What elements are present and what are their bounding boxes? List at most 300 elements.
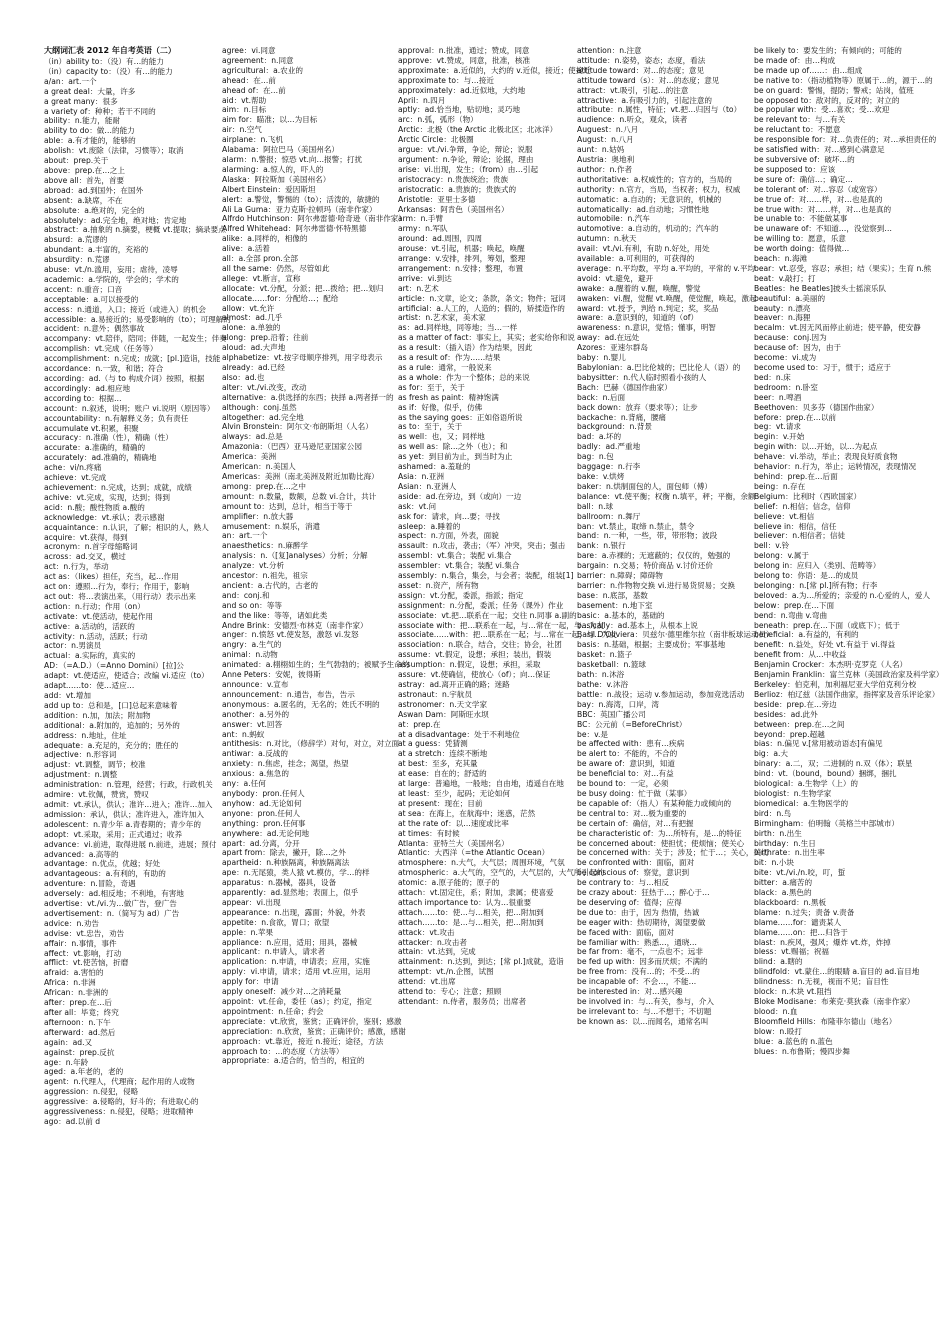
vocab-entry: ban：vt.禁止，取缔 n.禁止，禁令 [577,521,695,531]
vocab-entry: Ali La Guma：亚力克斯·拉顿玛（南非作家） [222,204,377,214]
vocab-entry: be confronted with：面临，面对 [577,858,695,868]
vocab-entry: ask for：请求，向…要；寻找 [398,511,500,521]
vocab-entry: Berlioz：柏辽兹（法国作曲家，指挥家及音乐评论家） [754,689,940,699]
vocab-entry: appetite：n.食欲，胃口；欲望 [222,917,330,927]
vocab-entry: ant：n.蚂蚁 [222,729,265,739]
vocab-entry: be interested in：对…感兴趣 [577,987,683,997]
vocab-entry: acceptable：a.可以接受的 [44,294,139,304]
vocab-entry: assault：n.攻击，袭击；（军）冲突，突击；强击 [398,541,566,551]
vocab-entry: bake：v.烘烤 [577,471,625,481]
vocab-entry: as yet：到目前为止，到当时为止 [398,452,513,462]
vocab-entry: be irrelevant to：与…不想干；不切题 [577,1006,712,1016]
vocab-entry: accurately：ad.准确的，精确地 [44,453,157,463]
vocab-entry: afflict：vt.使苦恼，折磨 [44,958,129,968]
vocab-entry: basis：n.基础，根据；主要成份；军事基地 [577,640,726,650]
vocab-entry: assembler：vt.集合；装配 vi.集合 [398,561,520,571]
vocab-entry: Albert Einstein：爱因斯坦 [222,184,316,194]
vocab-entry: actor：n.男演员 [44,641,102,651]
vocab-entry: be central to：对…极为重要的 [577,808,687,818]
vocab-entry: at a stretch：连续不断地 [398,749,488,759]
vocab-entry: （in）capacity to：（没）有…的能力 [44,66,173,76]
vocab-entry: attend：vt.出席 [398,977,456,987]
vocab-entry: be affected with：患有…疾病 [577,739,685,749]
vocab-entry: be contrary to：与…相反 [577,878,669,888]
vocab-entry: as for：至于，关于 [398,382,466,392]
vocab-entry: back down：放弃（要求等）；让步 [577,402,698,412]
vocab-entry: aloud：ad.大声地 [222,343,286,353]
vocab-entry: blood：n.血 [754,1006,798,1016]
vocab-entry: bargain：n.交易；特价商品 v.讨价还价 [577,561,713,571]
vocab-entry: able：a.有才能的，能够的 [44,136,136,146]
vocab-entry: attack：vt.攻击 [398,927,455,937]
vocab-entry: Babylonian：a.巴比伦城的；巴比伦人（语）的 [577,363,741,372]
vocab-entry: at least：至少，起码；无论如何 [398,788,510,798]
vocab-entry: aristocracy：n.贵族统治；贵族 [398,174,509,184]
vocab-entry: alarm：n.警报；惊恐 vt.向…报警；打扰 [222,154,363,164]
vocab-entry: allocate：vt.分配，分派；把…拨给；把…划归 [222,283,384,293]
vocab-entry: attitude toward：对…的态度；意见 [577,65,705,75]
vocab-entry: approximately：ad.近似地，大约地 [398,85,526,95]
vocab-entry: around：ad.周围，四周 [398,234,483,244]
vocab-entry: battle：n.战役；运动 v.参加运动，参加竞选活动 [577,689,745,699]
vocab-entry: attribute：n.属性，特征；vt.把…归因与（to） [577,105,742,115]
vocab-entry: arouse：vt.引起，机器；唤起，唤醒 [398,244,525,254]
vocab-entry: advance：vi.前进，取得进展 n.前进，进展；预付 [44,839,217,849]
vocab-entry: AD：（=A.D.）（=Anno Domini）[拉]公 [44,661,184,671]
vocab-entry: abstract：a.抽象的 n.摘要，梗概 vt.提取；摘录要点 [44,225,226,235]
vocab-entry: amount：n.数量，数额，总数 vi.合计，共计 [222,491,377,501]
vocab-entry: astronomer：n.天文学家 [398,699,488,709]
vocab-entry: aggression：n.侵犯，侵略 [44,1087,139,1097]
vocab-entry: airplane：n.飞机 [222,135,283,145]
vocab-entry: anxiety：n.焦虑，挂念；渴望，热望 [222,759,349,769]
vocab-entry: as well as：除…之外（也）；和 [398,442,508,452]
vocab-entry: agent：n.代理人，代理商；起作用的人或物 [44,1077,195,1087]
vocab-entry: at the rate of：以…速度或比率 [398,818,509,828]
vocab-entry: again：ad.又 [44,1037,93,1047]
vocab-entry: baggage：n.行李 [577,462,641,472]
vocab-entry: amount to：达到，总计，相当于等于 [222,501,353,511]
vocab-entry: already：ad.已经 [222,363,286,372]
vocab-entry: and：conj.和 [222,590,270,600]
vocab-entry: awareness：n.意识，觉悟；懂事，明智 [577,323,716,333]
vocab-entry: astray：ad.离开正确的路；迷路 [398,680,510,689]
vocab-entry: blues：n.布鲁斯；慢四步舞 [754,1046,850,1056]
vocab-entry: Birmingham：伯明翰（英格兰中部城市） [754,818,900,828]
vocab-column-2 [222,46,410,1336]
vocab-entry: be popular with：受…喜欢；受…欢迎 [754,105,890,115]
vocab-entry: adjust：vt.调整，调节；校准 [44,760,146,770]
vocab-entry: as to：至于，关于 [398,422,463,432]
vocab-entry: as：ad.同样地，同等地；当…一样 [398,323,518,333]
vocab-entry: ability：n.能力，能耐 [44,116,121,126]
vocab-entry: aim：n.目标 [222,105,267,115]
vocab-entry: bare：a.赤裸的；无遮蔽的；仅仅的，勉强的 [577,551,731,561]
vocab-entry: ability to do：做…的能力 [44,126,135,136]
vocab-entry: behave：vi.举动，举止；表现良好质食物 [754,452,898,462]
vocab-entry: benefit from：从…中收益 [754,650,847,660]
vocab-entry: because：conj.因为 [754,333,827,343]
vocab-entry: any：a.任何 [222,779,266,789]
vocab-entry: absolutely：ad.完全地，绝对地；肯定地 [44,215,187,225]
vocab-entry: approximate to：与…接近 [398,75,494,85]
vocab-entry: Americas：美洲（南北美洲及附近加勒比海） [222,471,379,481]
vocab-entry: be native to：（指动植物等）原属于…的，源于…的 [754,75,933,85]
vocab-entry: as a result：（插入语）作为结果，因此 [398,343,533,353]
vocab-entry: Alvin Bronstein：阿尔文·布朗斯坦（人名） [222,422,373,432]
vocab-entry: backache：n.背痛，腰痛 [577,412,667,422]
vocab-entry: birthday：n.生日 [754,838,816,848]
vocab-entry: attach……to：是…与…相关，把…附加到 [398,917,544,927]
vocab-entry: babysitter：n.代人临时照看小孩的人 [577,372,707,382]
vocab-entry: beg：vt.请求 [754,422,801,432]
vocab-entry: attract：vt.吸引，引起…的注意 [577,85,689,95]
vocab-entry: be free from：没有…的；不受…的 [577,967,700,977]
vocab-entry: be reluctant to：不愿意 [754,125,841,135]
vocab-entry: assignment：n.分配，委派；任务（课外）作业 [398,600,564,610]
vocab-entry: argue：vt./vi.争辩，争论，辩论；说服 [398,145,533,155]
vocab-entry: be tolerant of：对…容忍（或宽容） [754,184,882,194]
vocab-entry: accountability：n.有解释义务；负有责任 [44,413,189,423]
vocab-entry: allow：vt.允许 [222,303,275,313]
vocab-entry: astronaut：n.宇航员 [398,689,473,699]
vocab-entry: beautiful：a.美丽的 [754,293,826,303]
vocab-entry: ago：ad.以前 d [44,1116,101,1126]
vocab-entry: as a matter of fact：事实上，其实；老实给你和说 [398,333,575,343]
vocab-entry: biologist：n.生物学家 [754,788,832,798]
vocab-entry: advertisement：n.（简写为 ad）广告 [44,908,180,918]
vocab-entry: base：n.底部，基数 [577,590,648,600]
vocab-entry: antiwar：a.反战的 [222,749,288,759]
vocab-entry: be characteristic of：为…所特有，是…的特征 [577,828,742,838]
vocab-entry: after：prep.在…后 [44,998,113,1008]
vocab-entry: administration：n.管理，经营；行政，行政机关 [44,780,213,790]
vocab-column-5 [754,46,944,1336]
vocab-entry: be aware of：意识到，知道 [577,759,675,769]
vocab-entry: about：prep.关于 [44,156,109,166]
vocab-entry: abroad：ad.到国外；在国外 [44,185,144,195]
vocab-entry: badly：ad.严重地 [577,442,641,452]
vocab-entry: atmosphere：n.大气，大气层；周围环境，气氛 [398,858,565,868]
vocab-entry: adapt……to：使…适应… [44,681,135,691]
vocab-entry: be supposed to：应该 [754,164,836,174]
vocab-entry: as well：也，又；同样地 [398,432,485,442]
vocab-entry: after all：毕竟；终究 [44,1008,119,1017]
vocab-entry: acquire：vt.获得，得到 [44,532,128,542]
vocab-entry: as a rule：通常，一般说来 [398,363,492,372]
vocab-entry: approach：vt.靠近，接近 n.接近；途径，方法 [222,1036,384,1046]
vocab-entry: be crazy about：狂热于…；醉心于… [577,888,710,898]
vocab-entry: bend：n.弯曲 v.弯曲 [754,610,828,620]
vocab-entry: appointment：n.任命；约会 [222,1006,324,1016]
vocab-entry: adjustment：n.调整 [44,770,118,780]
vocab-entry: benefit：n.益处，好处 vt.有益于 vi.得益 [754,640,896,650]
vocab-entry: antithesis：n.对比，（修辞学）对句，对立，对立面 [222,739,400,749]
vocab-entry: add：vt.增加 [44,691,91,700]
vocab-entry: aware：a.意识到的，知道的（of） [577,313,699,323]
vocab-entry: also：ad.也 [222,372,265,382]
vocab-entry: afraid：a.害怕的 [44,968,104,978]
vocab-entry: against：prep.反抗 [44,1047,115,1057]
vocab-entry: above all：首先，首要 [44,175,125,185]
vocab-entry: bias：n.偏见 v.[常用被动语态]有偏见 [754,739,883,749]
vocab-entry: awaken：vi.醒，觉醒 vt.唤醒，使觉醒，唤起，激起 [577,293,757,303]
vocab-entry: be：v.是 [577,729,608,739]
vocab-entry: be unaware of：不知道…，没觉察到… [754,224,892,234]
vocab-entry: assembl：vt.集合；装配 vi.集合 [398,551,512,561]
vocab-entry: America：美洲 [222,452,277,462]
vocab-entry: biomedical：a.生物医学的 [754,798,849,808]
vocab-entry: all：a.全部 pron.全部 [222,254,298,264]
vocab-entry: associate：vt.把…联系在一起；交往 n.同事 a.副的 [398,610,577,620]
vocab-entry: because of：因为，由于 [754,343,842,353]
vocab-entry: anxious：a.焦急的 [222,769,289,779]
vocab-entry: Aristotle：亚里士多德 [398,194,476,204]
vocab-entry: absurdity：n.荒谬 [44,255,110,265]
vocab-entry: accuracy：n.准确（性），精确（性） [44,433,173,443]
vocab-entry: always：ad.总是 [222,432,283,442]
vocab-entry: basketball：n.篮球 [577,660,646,670]
vocab-entry: Belgium：比利时（西欧国家） [754,491,862,501]
vocab-entry: angry：a.生气的 [222,640,282,650]
vocab-entry: bird：n.鸟 [754,808,792,818]
vocab-entry: between：prep.在…之间 [754,719,845,729]
vocab-entry: activate：vt.使活动，使起作用 [44,611,153,621]
vocab-entry: aim for：瞄准；以…为目标 [222,115,318,125]
vocab-entry: aunt：n.姑妈 [577,145,625,155]
vocab-entry: be made of：由…构成 [754,55,836,65]
vocab-entry: belief：n.相信；信念，信仰 [754,501,851,511]
vocab-entry: authoritative：a.权威性的；官方的，当局的 [577,174,732,184]
vocab-entry: application：n.申请，申请表；应用，实施 [222,957,370,967]
vocab-entry: apparatus：n.器械，器具，设备 [222,878,337,888]
vocab-entry: be concerned about：使担忧；使烦恼；使关心 [577,838,745,848]
vocab-entry: arm：n.手臂 [398,214,444,224]
vocab-entry: BC：公元前（=BeforeChrist） [577,719,687,729]
vocab-entry: aged：a.年老的，老的 [44,1067,124,1077]
vocab-entry: appreciate：vt.欣赏，鉴赏；正确评价，鉴别；感激 [222,1016,402,1026]
vocab-entry: acronym：n.首字母缩略词 [44,542,138,552]
vocab-entry: assign：vt.分配，委派，指派；指定 [398,590,524,600]
vocab-entry: Austria：奥地利 [577,154,635,164]
vocab-entry: ancient：a.古代的，古老的 [222,580,319,590]
vocab-entry: blue：a.蓝色的 n.蓝色 [754,1036,833,1046]
vocab-entry: be certain of：确信，对…有把握 [577,818,694,828]
vocab-entry: abundant：a.丰富的，充裕的 [44,245,149,255]
vocab-entry: bless：vt.赐福；祝福 [754,947,829,957]
vocab-entry: beaver：n.海狸 [754,313,811,323]
vocab-entry: Azores：亚速尔群岛 [577,343,648,353]
vocab-entry: be fed up with：因多而厌烦；不满的 [577,957,708,967]
vocab-entry: at a guess：凭猜测 [398,739,468,749]
vocab-entry: awake：a.醒着的 v.醒，唤醒，警觉 [577,283,701,293]
vocab-entry: be alert to：不能的，不合的 [577,749,678,759]
vocab-entry: accompany：vt.陪伴，陪同；伴随，一起发生；伴奏 [44,334,227,344]
vocab-entry: appreciation：n.欣赏，鉴赏；正确评价；感激，感谢 [222,1026,406,1036]
vocab-entry: atomic：a.原子能的；原子的 [398,878,500,888]
vocab-entry: amusement：n.娱乐，消遣 [222,521,321,531]
vocab-entry: associate with：把…联系在一起，与…常在一起，与…为友 [398,620,605,630]
vocab-entry: advantage：n.优点，优越；好处 [44,859,161,869]
vocab-entry: bathe：v.沐浴 [577,680,629,689]
vocab-entry: autumn：n.秋天 [577,234,637,244]
vocab-entry: as a whole：作为一个整体；总的来说 [398,372,530,382]
vocab-entry: address：n.地址，住址 [44,730,127,740]
vocab-entry: baby：n.婴儿 [577,353,626,363]
vocab-entry: aggressive：a.侵略的，好斗的；有进取心的 [44,1097,199,1107]
vocab-entry: be known as：以…而闻名，通常名叫 [577,1016,709,1026]
vocab-entry: biological：a.生物学（上）的 [754,779,859,789]
vocab-entry: bank：n.银行 [577,541,626,551]
vocab-entry: argument：n.争论，辩论；论据，理由 [398,154,534,164]
vocab-entry: become：vi.成为 [754,353,817,363]
vocab-entry: bell：v.铃 [754,541,790,551]
vocab-entry: at sea：在海上，在航海中；迷惑，茫然 [398,808,536,818]
vocab-entry: begin with：以…开始，以…为起点 [754,442,878,452]
vocab-entry: associate……with：把…联系在一起；与…常在一起，与…为友 [398,630,617,640]
vocab-entry: advice：n.劝告 [44,918,99,928]
vocab-entry: apparently：ad.显然地；表面上，似乎 [222,888,359,898]
vocab-entry: attainment：n.达到，到达；[常 pl.]成就，造诣 [398,957,564,967]
vocab-entry: background：n.背景 [577,422,652,432]
vocab-entry: achive：vt.完成，实现，达到；得到 [44,492,170,502]
vocab-entry: Aswan Dam：阿斯旺水坝 [398,709,489,719]
vocab-entry: black：a.黑色的 [754,888,812,898]
vocab-entry: animal：n.动物 [222,650,278,660]
vocab-entry: attempt：vt./n.企图，试图 [398,967,494,977]
vocab-entry: average：n.平均数，平均 a.平均的，平常的 v.平均 [577,263,756,273]
vocab-entry: be opposed to：敌对的，反对的；对立的 [754,95,900,105]
vocab-entry: allege：vt.断言，宣称 [222,273,301,283]
vocab-entry: at：prep.在 [398,719,441,729]
vocab-entry: becalm：vt.因无风而停止前进；使平静，使安静 [754,323,921,333]
vocab-entry: Atlantic：大西洋（=the Atlantic Ocean） [398,848,550,858]
vocab-entry: at large：普遍地，一般地；自由地，逍遥自在地 [398,779,564,789]
vocab-entry: act as：（likes）担任，充当，起…作用 [44,572,179,582]
vocab-entry: aid：vt.帮助 [222,95,267,105]
vocab-entry: agreement：n.同意 [222,55,294,65]
vocab-entry: art：n.艺术 [398,283,439,293]
vocab-entry: alternative：a.供选择的东西；抉择 a.两者择一的 [222,392,394,402]
vocab-entry: appliance：n.应用，适用；用具，器械 [222,937,358,947]
vocab-entry: belonging：n.[常 pl.]所有物；行李 [754,580,878,590]
vocab-entry: away：ad.在远处 [577,333,640,343]
vocab-entry: animated：a.栩栩如生的；生气勃勃的；被赋予生命的 [222,660,410,670]
vocab-entry: age：n.年龄 [44,1057,89,1067]
vocab-entry: alive：a.活着 [222,244,270,254]
vocab-entry: arrange：v.安排，排列，筹划，整理 [398,254,526,264]
vocab-entry: atmospheric：a.大气的，空气的，大气层的，大气所引起的 [398,868,605,878]
vocab-entry: block：n.木块 vt.阻挡 [754,987,832,997]
vocab-entry: as a result of：作为……结果 [398,353,501,363]
vocab-entry: Beethoven：贝多芬（德国作曲家） [754,402,879,412]
vocab-entry: basically：ad.基本上，从根本上说 [577,620,698,630]
vocab-entry: barrier：n.障碍；障碍物 [577,571,663,581]
vocab-entry: appearance：n.出现，露面；外貌，外表 [222,907,366,917]
vocab-entry: at times：有时候 [398,828,460,838]
vocab-entry: available：a.可利用的，可获得的 [577,254,695,264]
vocab-entry: believer：n.相信者；信徒 [754,531,846,541]
vocab-entry: assume：vt.假定，设想；承担；装出，假装 [398,650,552,660]
vocab-entry: act on：遵照…行为，奉行；作用于，影响 [44,582,190,592]
vocab-entry: bear：vt.忍受，容忍；承担；结（果实）；生育 n.熊 [754,263,932,273]
vocab-entry: ashamed：a.羞耻的 [398,462,471,472]
vocab-entry: approval：n.批准，通过；赞成，同意 [398,46,530,55]
vocab-entry: arrive：vi.到达 [398,273,452,283]
vocab-entry: anybody：pron.任何人 [222,788,305,798]
vocab-entry: below：prep.在…下面 [754,600,835,610]
vocab-entry: appear：vi.出现 [222,897,281,907]
vocab-entry: asset：n.资产，所有物 [398,580,479,590]
vocab-entry: adopt：vt.采取，采用；正式通过；收养 [44,829,183,839]
vocab-entry: blindfold：vt.蒙住…的眼睛 a.盲目的 ad.盲目地 [754,967,920,977]
vocab-entry: bay：n.海湾，口岸，湾 [577,699,659,709]
vocab-entry: ball：n.球 [577,501,614,511]
vocab-entry: bit：n.小块 [754,858,794,868]
vocab-entry: behind：prep.在…后面 [754,471,838,481]
vocab-entry: amplifier：n.放大器 [222,511,294,521]
vocab-entry: automatically：ad.自动地；习惯性地 [577,204,709,214]
vocab-entry: balance：vt.使平衡；权衡 n.填平，秤；平衡，余额 [577,491,756,501]
vocab-entry: be concerned with：关于；涉及；忙于…；关心，关切 [577,848,769,858]
vocab-entry: advise：vt.忠告，劝告 [44,928,125,938]
vocab-entry: attach：vt.固定住，系；附加，隶属；使喜爱 [398,888,554,898]
vocab-entry: according to：根据… [44,393,122,403]
vocab-entry: attitude：n.姿势，姿态；态度，看法 [577,55,706,65]
vocab-entry: agricultural：a.农业的 [222,65,303,75]
vocab-entry: apartheid：n.种族隔离，种族隔离法 [222,858,350,868]
vocab-entry: blast：n.疾风，强风；爆炸 vt.炸，炸掉 [754,937,891,947]
vocab-entry: anaesthetics：n.麻醉学 [222,541,309,551]
vocab-entry: attend to：专心；注意；照顾 [398,987,502,997]
vocab-entry: as if：好像，似乎，仿佛 [398,402,483,412]
vocab-entry: anything：pron.任何事 [222,818,306,828]
vocab-entry: audience：n.听众，观众，读者 [577,115,688,125]
vocab-entry: actual：a.实际的，真实的 [44,651,136,661]
vocabulary-page [40,46,944,1336]
vocab-entry: admission：承认，供认；准许进入，准许加入 [44,809,204,819]
vocab-entry: accomplishment：n.完成；成就；[pl.]造诣，技能 [44,354,221,364]
vocab-entry: attendant：n.侍者，服务员；出席者 [398,997,527,1006]
vocab-entry: ballroom：n.舞厅 [577,511,641,521]
vocab-entry: adjective：n.形容词 [44,750,117,760]
vocab-entry: attach importance to：认为…很重要 [398,897,532,907]
vocab-entry: be eager with：热切期待，渴望要做 [577,917,706,927]
vocab-entry: agree：vi.同意 [222,46,276,55]
vocab-entry: as fresh as paint：精神饱满 [398,392,499,402]
vocab-entry: be likely to：要发生的；有倾向的；可能的 [754,46,902,55]
vocab-entry: apart from：除去，撇开，除…之外 [222,848,346,858]
vocab-entry: attitude toward（s）：对…的态度；意见 [577,75,720,85]
vocab-entry: bedroom：n.卧室 [754,382,818,392]
vocab-entry: Asian：n.亚洲人 [398,481,457,491]
vocab-entry: accident：n.意外；偶然事故 [44,324,145,334]
vocab-entry: at a disadvantage：处于不利地位 [398,729,520,739]
vocab-entry: blame……for：谴责某人 [754,917,842,927]
vocab-entry: assembly：n.集合，集会，与会者；装配，组装[1] [398,571,574,581]
vocab-entry: alone：a.单独的 [222,323,281,333]
vocab-entry: academic：a.学院的，学会的；学术的 [44,274,179,284]
vocab-entry: adapt：vt.使适应，使适合；改编 vi.适应（to） [44,671,209,681]
vocab-entry: announcement：n.通告，布告，告示 [222,689,355,699]
vocab-entry: American：n.美国人 [222,462,296,472]
vocab-entry: accent：n.重音；口音 [44,284,123,294]
vocab-entry: automobile：n.汽车 [577,214,650,224]
vocab-entry: ancestor：n.祖先，祖宗 [222,571,308,581]
vocab-entry: and the like：等等，诸如此类 [222,610,328,620]
vocab-entry: act：n.行为，举动 [44,562,109,572]
vocab-entry: attach……to：使…与…相关，把…附加到 [398,907,544,917]
